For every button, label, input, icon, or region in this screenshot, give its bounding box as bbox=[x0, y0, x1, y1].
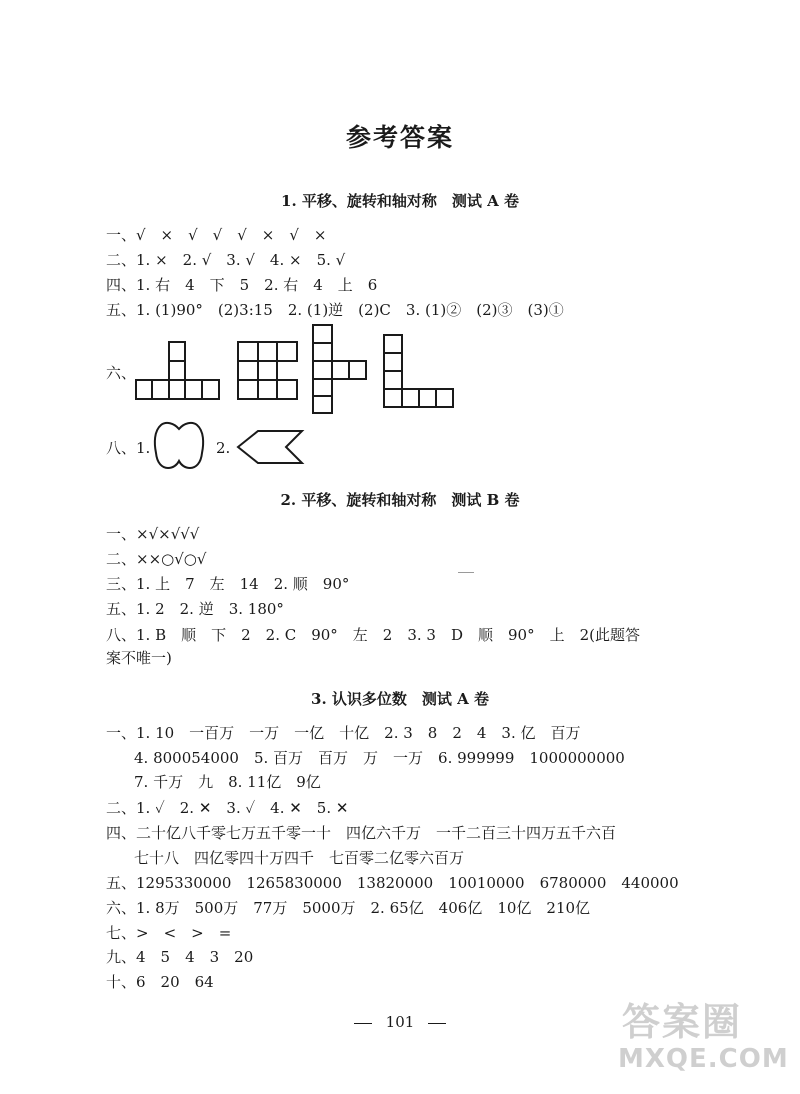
watermark-top: 答案圈 bbox=[622, 1000, 743, 1044]
s2-answer-3: 三、1. 上 7 左 14 2. 顺 90° bbox=[106, 575, 350, 593]
s2-answer-8-cont: 案不唯一) bbox=[106, 649, 172, 667]
s1-answer-5: 五、1. (1)90° (2)3:15 2. (1)逆 (2)C 3. (1)② (2)③ (3)① bbox=[106, 301, 564, 319]
s1-answer-1: 一、√ × √ √ √ × √ × bbox=[106, 226, 327, 244]
s3-answer-6: 六、1. 8万 500万 77万 5000万 2. 65亿 406亿 10亿 210亿 bbox=[106, 899, 591, 917]
section-2-title: 2. 平移、旋转和轴对称 测试 B 卷 bbox=[280, 491, 520, 509]
s3-answer-2: 二、1. ✓ 2. ✕ 3. ✓ 4. ✕ 5. ✕ bbox=[106, 799, 349, 817]
s3-answer-9: 九、4 5 4 3 20 bbox=[106, 948, 254, 966]
s3-answer-10: 十、6 20 64 bbox=[106, 973, 214, 991]
s3-answer-1-cont-b: 7. 千万 九 8. 11亿 9亿 bbox=[134, 773, 321, 791]
s3-answer-4: 四、二十亿八千零七万五千零一十 四亿六千万 一千二百三十四万五千六百 bbox=[106, 824, 617, 842]
s2-answer-2: 二、××○√○√ bbox=[106, 550, 207, 568]
watermark-bottom: MXQE.COM bbox=[618, 1044, 789, 1074]
s3-answer-1: 一、1. 10 一百万 一万 一亿 十亿 2. 3 8 2 4 3. 亿 百万 bbox=[106, 724, 581, 742]
s1-answer-4: 四、1. 右 4 下 5 2. 右 4 上 6 bbox=[106, 276, 378, 294]
s2-answer-1: 一、×√×√√√ bbox=[106, 525, 200, 543]
s2-answer-8: 八、1. B 顺 下 2 2. C 90° 左 2 3. 3 D 顺 90° 上 2(此题答 bbox=[106, 626, 640, 644]
grid-figure-1 bbox=[135, 341, 221, 400]
s3-answer-5: 五、1295330000 1265830000 13820000 10010000 6780000 440000 bbox=[106, 874, 679, 892]
page-title: 参考答案 bbox=[345, 123, 454, 152]
watermark-logo bbox=[618, 1000, 788, 1080]
s1-answer-8-label: 八、1. bbox=[106, 439, 151, 457]
s1-answer-8b-label: 2. bbox=[216, 439, 231, 457]
s2-answer-5: 五、1. 2 2. 逆 3. 180° bbox=[106, 600, 284, 618]
s3-answer-4-cont: 七十八 四亿零四十万四千 七百零二亿零六百万 bbox=[134, 849, 465, 867]
s1-answer-2: 二、1. × 2. √ 3. √ 4. × 5. √ bbox=[106, 251, 346, 269]
heart-shape bbox=[152, 421, 206, 471]
section-3-title: 3. 认识多位数 测试 A 卷 bbox=[311, 690, 489, 708]
grid-figure-3 bbox=[310, 324, 368, 414]
page-number-text: 101 bbox=[385, 1013, 415, 1031]
s3-answer-1-cont-a: 4. 800054000 5. 百万 百万 万 一万 6. 999999 1000000000 bbox=[134, 749, 625, 767]
section-1-title: 1. 平移、旋转和轴对称 测试 A 卷 bbox=[281, 192, 519, 210]
s3-answer-7: 七、> < > = bbox=[106, 924, 232, 942]
grid-figure-4 bbox=[383, 334, 455, 409]
grid-figure-2 bbox=[237, 341, 299, 400]
speck bbox=[458, 572, 474, 573]
chevron-shape bbox=[236, 430, 306, 466]
s1-answer-6-label: 六、 bbox=[106, 364, 137, 382]
